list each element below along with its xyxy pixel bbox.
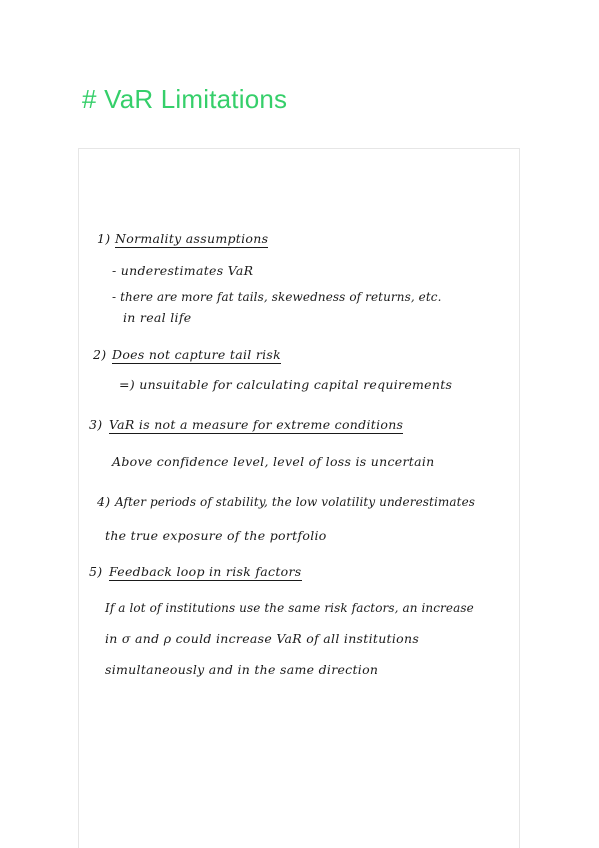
section-3-title: VaR is not a measure for extreme conditions <box>109 417 404 432</box>
handwritten-note-image <box>78 148 520 848</box>
section-2-title: Does not capture tail risk <box>112 347 281 362</box>
section-1-line-3: in real life <box>123 310 192 325</box>
section-4-line-2: the true exposure of the portfolio <box>105 528 327 543</box>
page-title: # VaR Limitations <box>82 84 288 114</box>
section-4-number: 4) <box>97 494 111 509</box>
section-4-line-1: After periods of stability, the low volatility underestimates <box>115 495 476 509</box>
section-5-title: Feedback loop in risk factors <box>109 564 302 579</box>
section-1-title: Normality assumptions <box>115 231 269 246</box>
section-5-line-3: simultaneously and in the same direction <box>105 662 379 677</box>
section-2-number: 2) <box>93 347 107 362</box>
section-5-number: 5) <box>89 564 103 579</box>
section-3-line-1: Above confidence level, level of loss is uncertain <box>112 454 435 469</box>
section-2-line-1: =) unsuitable for calculating capital requirements <box>119 377 453 392</box>
section-1-line-2: - there are more fat tails, skewedness of returns, etc. <box>112 290 442 304</box>
section-1-number: 1) <box>97 231 111 246</box>
section-3-number: 3) <box>89 417 103 432</box>
section-5-line-2: in σ and ρ could increase VaR of all institutions <box>105 631 420 646</box>
section-5-line-1: If a lot of institutions use the same risk factors, an increase <box>105 601 474 615</box>
section-1-line-1: - underestimates VaR <box>112 263 254 278</box>
